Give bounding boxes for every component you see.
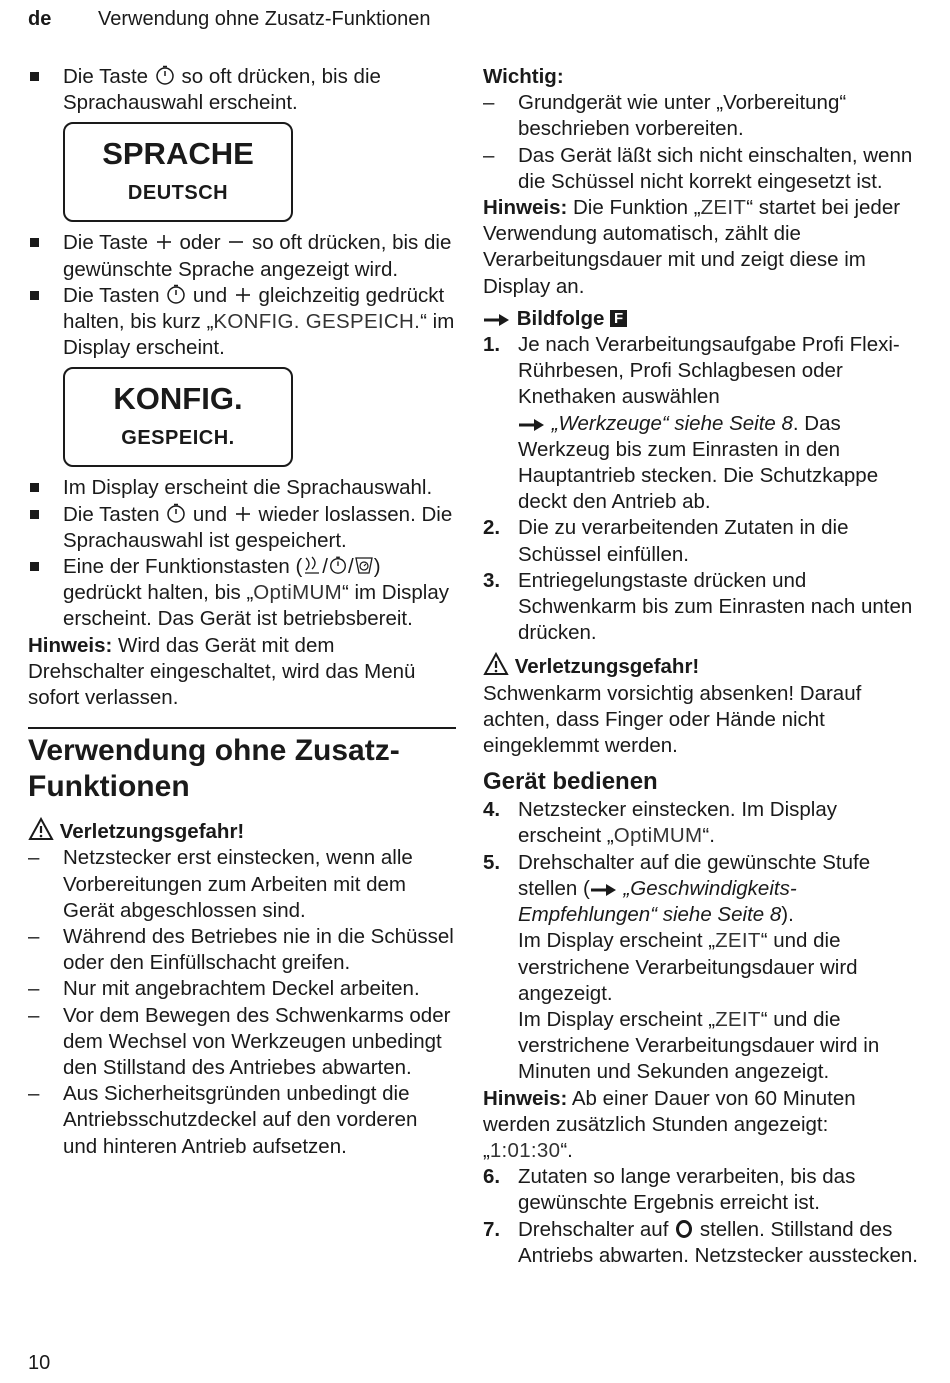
list-item: – Aus Sicherheitsgründen unbedingt die Antriebsschutzdeckel auf den vorderen und hinteren Antrieb aufsetzen. [28, 1082, 418, 1158]
list-item: 4. Netzstecker einstecken. Im Display erscheint „OptiMUM“. [483, 798, 838, 848]
subsection-title: Gerät bedienen [483, 768, 658, 796]
page-header [28, 6, 430, 32]
bullet-square-icon [30, 562, 39, 571]
list-item: – Grundgerät wie unter „Vorbereitung“ beschrieben vorbereiten. [483, 91, 847, 141]
timer-icon [328, 554, 348, 576]
note: Hinweis: Wird das Gerät mit dem Drehschalter eingeschaltet, wird das Menü sofort verlassen. [28, 633, 416, 710]
running-title: Verwendung ohne Zusatz-Funktionen [98, 8, 431, 30]
note: Hinweis: Die Funktion „ZEIT“ startet bei jeder Verwendung automatisch, zählt die Verarbeitungsdauer mit und zeigt diese im Display an. [483, 196, 901, 298]
list-item: – Während des Betriebes nie in die Schüssel oder den Einfüllschacht greifen. [28, 925, 454, 975]
bullet-square-icon [30, 238, 39, 247]
display-line-1: SPRACHE [102, 136, 254, 172]
arrow-right-icon [518, 417, 546, 433]
warning-heading: Verletzungsgefahr! [28, 817, 456, 845]
minus-icon [226, 232, 246, 252]
display-preview-saved [63, 367, 293, 467]
note: Hinweis: Ab einer Dauer von 60 Minuten werden zusätzlich Stunden angezeigt: „1:01:30“. [483, 1086, 856, 1162]
timer-icon [154, 64, 176, 86]
arrow-right-icon [590, 882, 618, 898]
bullet-square-icon [30, 483, 39, 492]
plus-icon [233, 285, 253, 305]
warning-text: Schwenkarm vorsichtig absenken! Darauf achten, dass Finger oder Hände nicht eingeklemmt werden. [483, 681, 862, 758]
bullet-square-icon [30, 510, 39, 519]
list-item: 1. Je nach Verarbeitungsaufgabe Profi Flexi-Rührbesen, Profi Schlagbesen oder Knethaken auswählen „Werkzeuge“ siehe Seite 8. Das Werkzeug bis zum Einrasten in den Hauptantrieb stecken. Die Schutzkappe deckt den Antrieb ab. [483, 333, 900, 514]
display-line-1: KONFIG. [113, 381, 243, 417]
plus-icon [154, 232, 174, 252]
list-item: – Vor dem Bewegen des Schwenkarms oder dem Wechsel von Werkzeugen unbedingt den Stillstand des Antriebes abwarten. [28, 1003, 451, 1080]
list-item: 3. Entriegelungstaste drücken und Schwenkarm bis zum Einrasten nach unten drücken. [483, 568, 913, 645]
kneading-hook-icon [302, 554, 322, 576]
list-item: – Nur mit angebrachtem Deckel arbeiten. [28, 977, 420, 1001]
arrow-right-icon [483, 312, 511, 328]
off-position-icon [674, 1219, 694, 1239]
figure-reference: Bildfolge F [483, 306, 923, 332]
list-item: Die Tasten und gleichzeitig gedrückt halten, bis kurz „KONFIG. GESPEICH.“ im Display erscheint. [28, 283, 456, 362]
list-item: 2. Die zu verarbeitenden Zutaten in die Schüssel einfüllen. [483, 516, 849, 566]
list-item: Die Taste so oft drücken, bis die Sprachauswahl erscheint. [28, 64, 456, 116]
display-line-2: GESPEICH. [121, 427, 235, 450]
warning-heading: Verletzungsgefahr! [483, 652, 923, 680]
warning-triangle-icon [483, 652, 509, 676]
display-line-2: DEUTSCH [127, 182, 229, 205]
list-item: 6. Zutaten so lange verarbeiten, bis das gewünschte Ergebnis erreicht ist. [483, 1165, 856, 1215]
bullet-square-icon [30, 72, 39, 81]
display-preview-language [63, 122, 293, 222]
list-item: – Netzstecker erst einstecken, wenn alle Vorbereitungen zum Arbeiten mit dem Gerät abgeschlossen sind. [28, 846, 413, 922]
left-column [28, 64, 456, 1160]
list-item: Eine der Funktionstasten ( / / ) gedrückt halten, bis „OptiMUM“ im Display erscheint. Das Gerät ist betriebsbereit. [28, 554, 456, 633]
figure-letter-badge: F [610, 310, 627, 327]
scale-icon [354, 554, 374, 576]
section-title: Verwendung ohne Zusatz-Funktionen [28, 734, 400, 804]
important-heading: Wichtig: [483, 65, 564, 88]
timer-icon [165, 502, 187, 524]
timer-icon [165, 283, 187, 305]
list-item: 5. Drehschalter auf die gewünschte Stufe stellen ( „Geschwindigkeits-Empfehlungen“ siehe Seite 8). Im Display erscheint „ZEIT“ und die verstrichene Verarbeitungsdauer wird angezeigt. Im Display erscheint „ZEIT“ und die verstrichene Verarbeitungsdauer wird in Minuten und Sekunden angezeigt. [483, 850, 880, 1084]
bullet-square-icon [30, 291, 39, 300]
warning-triangle-icon [28, 817, 54, 841]
cross-reference-link: „Werkzeuge“ siehe Seite 8 [551, 411, 793, 435]
list-item: 7. Drehschalter auf stellen. Stillstand des Antriebs abwarten. Netzstecker ausstecken. [483, 1217, 918, 1267]
cross-reference-link: „Geschwindigkeits-Empfehlungen“ siehe Seite 8 [518, 876, 797, 927]
section-divider [28, 727, 456, 729]
plus-icon [233, 504, 253, 524]
page-number: 10 [28, 1352, 51, 1374]
list-item: Im Display erscheint die Sprachauswahl. [28, 475, 456, 501]
language-code: de [28, 8, 52, 30]
list-item: Die Taste oder so oft drücken, bis die gewünschte Sprache angezeigt wird. [28, 230, 456, 282]
list-item: – Das Gerät läßt sich nicht einschalten, wenn die Schüssel nicht korrekt eingesetzt ist. [483, 143, 913, 193]
list-item: Die Tasten und wieder loslassen. Die Sprachauswahl ist gespeichert. [28, 502, 456, 554]
right-column [483, 64, 923, 1269]
